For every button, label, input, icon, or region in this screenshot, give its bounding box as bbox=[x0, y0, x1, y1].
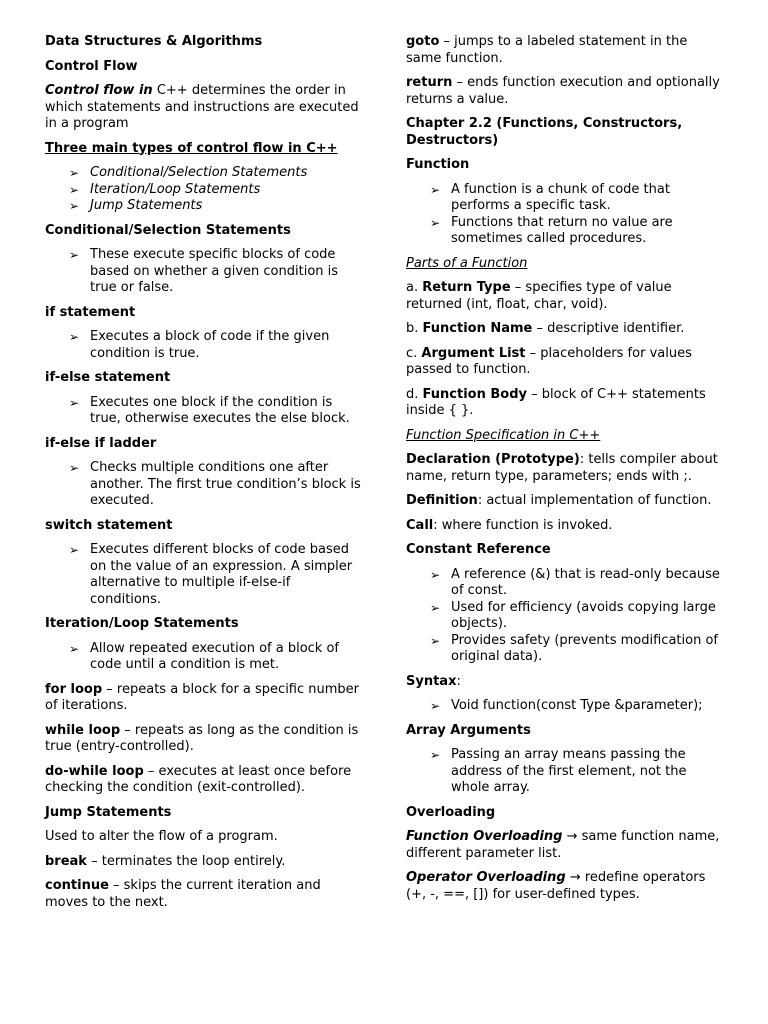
syntax-term: Syntax bbox=[406, 673, 457, 689]
return-text: – ends function execution and optionally returns a value. bbox=[406, 75, 720, 107]
definition-entry bbox=[406, 493, 724, 510]
document-title: Data Structures & Algorithms bbox=[45, 34, 263, 49]
switch-heading: switch statement bbox=[45, 517, 173, 533]
loop-heading: Iteration/Loop Statements bbox=[45, 616, 239, 631]
overloading-heading: Overloading bbox=[406, 804, 496, 820]
for-text: – repeats a block for a specific number of iterations. bbox=[45, 681, 360, 713]
three-types-list bbox=[45, 165, 365, 215]
part-entry bbox=[406, 387, 724, 420]
call-text: : where function is invoked. bbox=[433, 517, 613, 533]
control-flow-intro bbox=[45, 83, 365, 133]
left-column bbox=[45, 34, 365, 919]
break-entry bbox=[45, 854, 365, 871]
while-loop-entry bbox=[45, 723, 365, 756]
part-prefix: d. bbox=[406, 386, 423, 402]
ladder-list bbox=[45, 460, 365, 510]
list-item: ➢ Jump Statements bbox=[90, 198, 365, 215]
syntax-heading bbox=[406, 674, 724, 691]
list-item: ➢ Used for efficiency (avoids copying large objects). bbox=[451, 600, 724, 633]
right-column bbox=[406, 34, 724, 911]
switch-list bbox=[45, 542, 365, 608]
for-loop-entry bbox=[45, 682, 365, 715]
list-item: ➢ Checks multiple conditions one after another. The first true condition’s block is executed. bbox=[90, 460, 365, 510]
const-ref-list bbox=[406, 567, 724, 666]
parts-heading: Parts of a Function bbox=[406, 255, 528, 271]
call-entry bbox=[406, 518, 724, 535]
break-text: – terminates the loop entirely. bbox=[86, 853, 286, 869]
list-item: ➢ Provides safety (prevents modification of original data). bbox=[451, 633, 724, 666]
part-text: – placeholders for values passed to function. bbox=[406, 345, 692, 377]
list-item: ➢ Executes a block of code if the given condition is true. bbox=[90, 329, 365, 362]
part-term: Function Name bbox=[422, 321, 533, 336]
goto-term: goto bbox=[406, 34, 440, 49]
list-item: ➢ Iteration/Loop Statements bbox=[90, 182, 365, 199]
operator-overloading-term: Operator Overloading bbox=[406, 870, 566, 885]
intro-term: Control flow in bbox=[45, 83, 153, 98]
if-heading: if statement bbox=[45, 304, 136, 320]
part-prefix: a. bbox=[406, 280, 423, 295]
operator-overloading-text: → redefine operators (+, -, ==, []) for user-defined types. bbox=[406, 870, 706, 902]
list-item: ➢ Void function(const Type &parameter); bbox=[451, 698, 724, 715]
part-text: – specifies type of value returned (int, float, char, void). bbox=[406, 280, 672, 312]
syntax-list bbox=[406, 698, 724, 715]
declaration-term: Declaration (Prototype) bbox=[406, 452, 580, 467]
part-text: – descriptive identifier. bbox=[532, 321, 685, 336]
while-text: – repeats as long as the condition is true (entry-controlled). bbox=[45, 722, 359, 754]
list-item: ➢ Functions that return no value are sometimes called procedures. bbox=[451, 215, 724, 248]
conditional-list bbox=[45, 247, 365, 297]
if-else-heading: if-else statement bbox=[45, 370, 171, 385]
while-term: while loop bbox=[45, 722, 121, 738]
definition-term: Definition bbox=[406, 493, 478, 508]
array-heading: Array Arguments bbox=[406, 722, 531, 738]
syntax-colon: : bbox=[456, 673, 461, 689]
do-while-term: do-while loop bbox=[45, 763, 144, 779]
list-item: ➢ A reference (&) that is read-only because of const. bbox=[451, 567, 724, 600]
intro-text: C++ determines the order in which statements and instructions are executed in a program bbox=[45, 83, 359, 131]
for-term: for loop bbox=[45, 681, 103, 697]
if-list bbox=[45, 329, 365, 362]
return-entry bbox=[406, 75, 724, 108]
array-list bbox=[406, 747, 724, 797]
list-item: ➢ Allow repeated execution of a block of code until a condition is met. bbox=[90, 641, 365, 674]
operator-overloading-entry bbox=[406, 870, 724, 903]
conditional-heading: Conditional/Selection Statements bbox=[45, 222, 291, 238]
list-item: ➢ Conditional/Selection Statements bbox=[90, 165, 365, 182]
const-ref-heading: Constant Reference bbox=[406, 542, 551, 557]
part-text: – block of C++ statements inside { }. bbox=[406, 386, 706, 418]
part-entry bbox=[406, 321, 724, 338]
loop-list bbox=[45, 641, 365, 674]
list-item: ➢ Executes different blocks of code based on the value of an expression. A simpler alternative to multiple if-else-if conditions. bbox=[90, 542, 365, 608]
control-flow-heading: Control Flow bbox=[45, 58, 138, 74]
ladder-heading: if-else if ladder bbox=[45, 435, 157, 451]
if-else-list bbox=[45, 395, 365, 428]
function-overloading-entry bbox=[406, 829, 724, 862]
jump-heading: Jump Statements bbox=[45, 804, 172, 820]
do-while-text: – executes at least once before checking the condition (exit-controlled). bbox=[45, 763, 352, 795]
function-heading: Function bbox=[406, 157, 470, 172]
part-term: Return Type bbox=[422, 280, 511, 295]
list-item: ➢ Executes one block if the condition is true, otherwise executes the else block. bbox=[90, 395, 365, 428]
goto-text: – jumps to a labeled statement in the same function. bbox=[406, 34, 688, 66]
part-entry bbox=[406, 346, 724, 379]
chapter-heading: Chapter 2.2 (Functions, Constructors, Destructors) bbox=[406, 116, 683, 148]
continue-entry bbox=[45, 878, 365, 911]
spec-heading: Function Specification in C++ bbox=[406, 427, 601, 443]
continue-term: continue bbox=[45, 878, 109, 893]
break-term: break bbox=[45, 853, 87, 869]
function-overloading-term: Function Overloading bbox=[406, 829, 563, 844]
list-item: ➢ A function is a chunk of code that performs a specific task. bbox=[451, 182, 724, 215]
declaration-entry bbox=[406, 452, 724, 485]
list-item: ➢ Passing an array means passing the address of the first element, not the whole array. bbox=[451, 747, 724, 797]
part-prefix: c. bbox=[406, 345, 422, 361]
part-term: Function Body bbox=[422, 386, 527, 402]
return-term: return bbox=[406, 75, 453, 90]
function-list bbox=[406, 182, 724, 248]
part-term: Argument List bbox=[421, 345, 526, 361]
function-overloading-text: → same function name, different parameter list. bbox=[406, 829, 720, 861]
list-item: ➢ These execute specific blocks of code based on whether a given condition is true or false. bbox=[90, 247, 365, 297]
definition-text: : actual implementation of function. bbox=[477, 493, 712, 508]
part-entry bbox=[406, 280, 724, 313]
part-prefix: b. bbox=[406, 321, 423, 336]
continue-text: – skips the current iteration and moves to the next. bbox=[45, 878, 321, 910]
declaration-text: : tells compiler about name, return type, parameters; ends with ;. bbox=[406, 452, 718, 484]
call-term: Call bbox=[406, 517, 434, 533]
jump-desc: Used to alter the flow of a program. bbox=[45, 829, 278, 844]
three-types-heading: Three main types of control flow in C++ bbox=[45, 140, 338, 156]
goto-entry bbox=[406, 34, 724, 67]
do-while-entry bbox=[45, 764, 365, 797]
